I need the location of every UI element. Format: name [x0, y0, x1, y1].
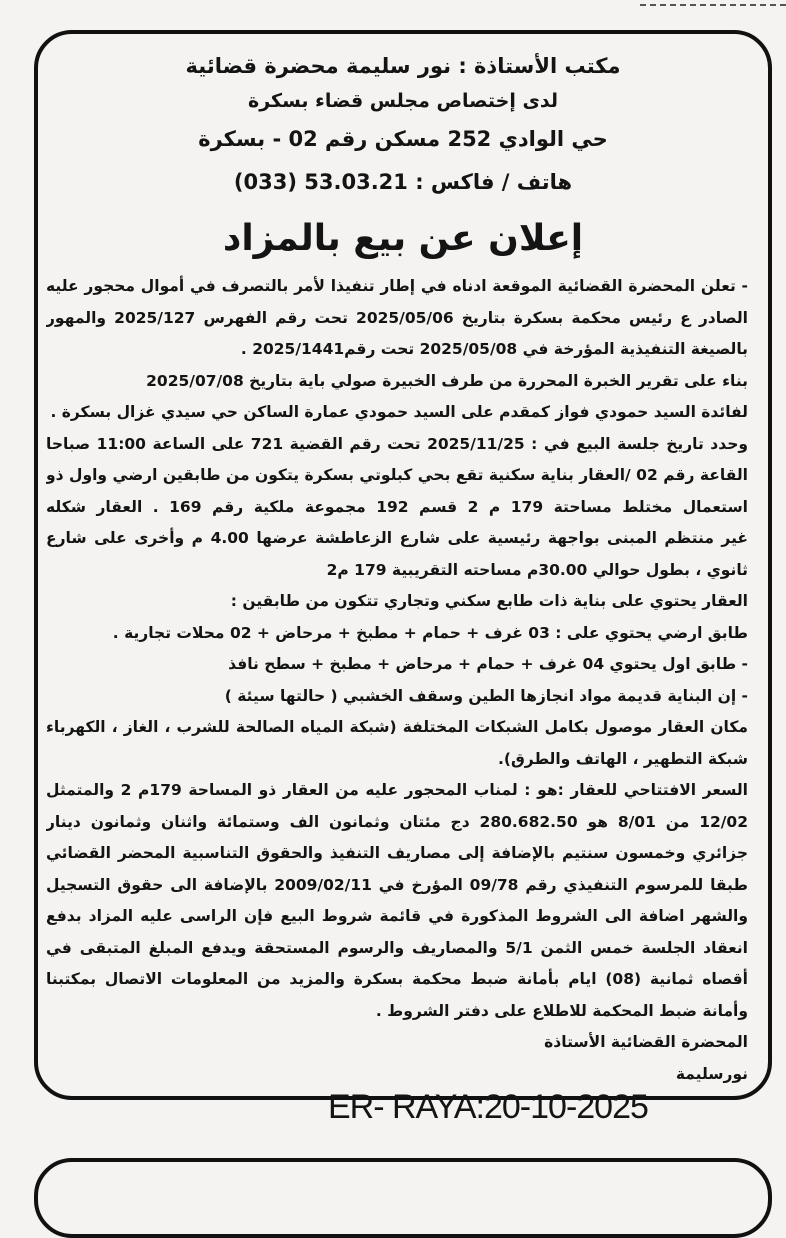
- body-line: طابق ارضي يحتوي على : 03 غرف + حمام + مطبخ + مرحاض + 02 محلات تجارية .: [112, 623, 748, 642]
- notice-body: [46, 272, 748, 1091]
- body-line: شبكة التطهير ، الهاتف والطرق).: [497, 749, 748, 768]
- notice-title: إعلان عن بيع بالمزاد: [222, 218, 584, 259]
- signature-name: نورسليمة: [675, 1064, 748, 1083]
- cut-line-divider: [640, 4, 786, 6]
- office-address: حي الوادي 252 مسكن رقم 02 - بسكرة: [198, 127, 608, 151]
- body-line: - طابق اول يحتوي 04 غرف + حمام + مرحاض + مطبخ + سطح نافذ: [228, 655, 748, 673]
- body-line: بالصيغة التنفيذية المؤرخة في 2025/05/08 تحت رقم2025/1441 .: [240, 340, 748, 358]
- office-phone: هاتف / فاكس : 53.03.21 (033): [233, 170, 573, 194]
- body-line: مكان العقار موصول بكامل الشبكات المختلفة (شبكة المياه الصالحة للشرب ، الغاز ، الكهرباء: [46, 718, 748, 736]
- signature-title: المحضرة القضائية الأستاذة: [544, 1033, 748, 1051]
- body-line: غير منتظم المبنى بواجهة رئيسية على شارع الزعاطشة عرضها 4.00 م وأخرى على شارع: [46, 529, 748, 547]
- office-name: مكتب الأستاذة : نور سليمة محضرة قضائية: [185, 54, 621, 78]
- body-line: وأمانة ضبط المحكمة للاطلاع على دفتر الشروط .: [375, 1001, 748, 1020]
- body-line: القاعة رقم 02 /العقار بناية سكنية تقع بحي كبلوتي بسكرة يتكون من طابقين ارضي واول ذو: [46, 466, 748, 484]
- publication-reference: ER- RAYA:20-10-2025: [328, 1088, 648, 1126]
- body-line: انعقاد الجلسة خمس الثمن 5/1 والمصاريف والرسوم المستحقة ويدفع المبلغ المتبقى في: [46, 938, 748, 957]
- body-line: - تعلن المحضرة القضائية الموقعة ادناه في إطار تنفيذا لأمر بالتصرف في أموال محجور عليه: [46, 277, 748, 295]
- body-line: ثانوي ، بطول حوالي 30.00م مساحته التقريبية 179 م2: [326, 560, 748, 579]
- body-line: السعر الافتتاحي للعقار :هو : لمناب المحجور عليه من العقار ذو المساحة 179م 2 والمتمثل: [46, 781, 748, 799]
- body-line: لفائدة السيد حمودي فواز كمقدم على السيد حمودي عمارة الساكن حي سيدي غزال بسكرة .: [50, 403, 748, 421]
- body-line: 12/02 من 8/01 هو 280.682.50 دج مئتان وثمانون الف وستمائة واثنان وثمانون دينار: [46, 812, 748, 831]
- body-line: والشهر اضافة الى الشروط المذكورة في قائمة شروط البيع فإن الراسى عليه المزاد بدفع: [46, 907, 748, 925]
- body-line: أقصاه ثمانية (08) ايام بأمانة ضبط محكمة بسكرة والمزيد من المعلومات الاتصال بمكتبنا: [46, 970, 748, 988]
- next-notice-frame: [34, 1158, 772, 1238]
- body-line: - إن البناية قديمة مواد انجازها الطين وسقف الخشبي ( حالتها سيئة ): [224, 686, 748, 705]
- body-line: وحدد تاريخ جلسة البيع في : 2025/11/25 تحت رقم القضية 721 على الساعة 11:00 صباحا: [46, 434, 748, 453]
- body-line: العقار يحتوي على بناية ذات طابع سكني وتجاري تتكون من طابقين :: [230, 592, 748, 610]
- body-line: طبقا للمرسوم التنفيذي رقم 09/78 المؤرخ في 2009/02/11 بالإضافة الى حقوق التسجيل: [46, 875, 748, 894]
- body-line: الصادر ع رئيس محكمة بسكرة بتاريخ 2025/05/06 تحت رقم الفهرس 2025/127 والمهور: [46, 308, 748, 327]
- body-line: استعمال مختلط مساحتة 179 م 2 قسم 192 مجموعة ملكية رقم 169 . العقار شكله: [46, 497, 748, 516]
- jurisdiction: لدى إختصاص مجلس قضاء بسكرة: [248, 90, 558, 112]
- body-line: جزائري وخمسون سنتيم بالإضافة إلى مصاريف التنفيذ والحقوق التناسبية المحضر القضائي: [46, 844, 748, 862]
- body-line: بناء على تقرير الخبرة المحررة من طرف الخبيرة صولي باية بتاريخ 2025/07/08: [146, 371, 748, 390]
